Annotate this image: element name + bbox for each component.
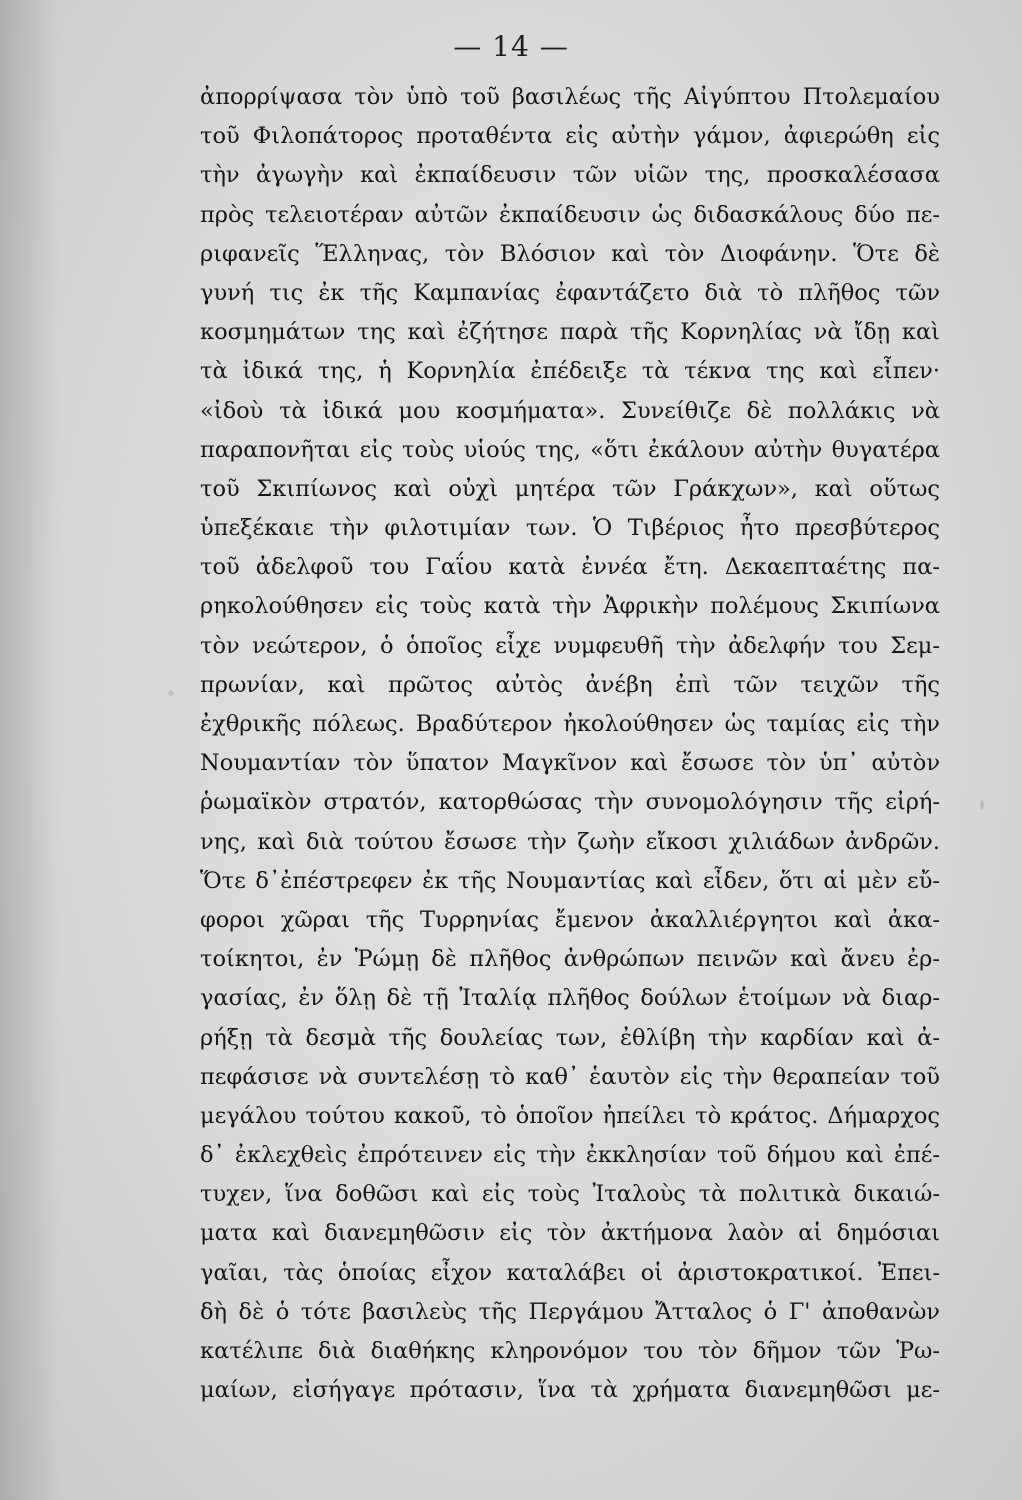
text-line: «ἰδοὺ τὰ ἰδικά μου κοσμήματα». Συνείθιζε δὲ πολλάκις νὰ [200, 397, 940, 424]
text-line: δὴ δὲ ὁ τότε βασιλεὺς τῆς Περγάμου Ἄτταλος ὁ Γ' ἀποθανὼν [200, 1298, 940, 1325]
text-line: ὑπεξέκαιε τὴν φιλοτιμίαν των. Ὁ Τιβέριος ἦτο πρεσβύτερος [200, 515, 940, 542]
text-line: ἀπορρίψασα τὸν ὑπὸ τοῦ βασιλέως τῆς Αἰγύπτου Πτολεμαίου [200, 84, 940, 110]
text-line: τυχεν, ἵνα δοθῶσι καὶ εἰς τοὺς Ἰταλοὺς τὰ πολιτικὰ δικαιώ- [200, 1181, 940, 1208]
text-line: γυνή τις ἐκ τῆς Καμπανίας ἐφαντάζετο διὰ τὸ πλῆθος τῶν [200, 279, 940, 306]
text-line: τοῦ Φιλοπάτορος προταθέντα εἰς αὐτὴν γάμον, ἀφιερώθη εἰς [200, 123, 940, 150]
text-line: ρηκολούθησεν εἰς τοὺς κατὰ τὴν Ἀφρικὴν πολέμους Σκιπίωνα [200, 593, 940, 620]
text-line: μαίων, εἰσήγαγε πρότασιν, ἵνα τὰ χρήματα διανεμηθῶσι με- [200, 1377, 940, 1404]
text-line: φοροι χῶραι τῆς Τυρρηνίας ἔμενον ἀκαλλιέργητοι καὶ ἀκα- [200, 906, 940, 933]
text-line: ἐχθρικῆς πόλεως. Βραδύτερον ἠκολούθησεν ὡς ταμίας εἰς τὴν [200, 711, 940, 737]
text-line: ῥωμαϊκὸν στρατόν, κατορθώσας τὴν συνομολόγησιν τῆς εἰρή- [200, 789, 940, 816]
paper-speck [168, 690, 174, 696]
text-line: παραπονῆται εἰς τοὺς υἱούς της, «ὅτι ἐκάλουν αὐτὴν θυγατέρα [200, 436, 940, 463]
text-line: δ᾽ ἐκλεχθεὶς ἐπρότεινεν εἰς τὴν ἐκκλησίαν τοῦ δήμου καὶ ἐπέ- [200, 1142, 940, 1169]
text-line: ρήξῃ τὰ δεσμὰ τῆς δουλείας των, ἐθλίβη τὴν καρδίαν καὶ ἀ- [200, 1024, 940, 1051]
text-line: νης, καὶ διὰ τούτου ἔσωσε τὴν ζωὴν εἴκοσι χιλιάδων ἀνδρῶν. [200, 828, 940, 855]
text-line: πεφάσισε νὰ συντελέσῃ τὸ καθ᾽ ἑαυτὸν εἰς τὴν θεραπείαν τοῦ [200, 1063, 940, 1090]
text-line: τοῦ Σκιπίωνος καὶ οὐχὶ μητέρα τῶν Γράκχων», καὶ οὕτως [200, 475, 940, 502]
text-line: κατέλιπε διὰ διαθήκης κληρονόμον του τὸν δῆμον τῶν Ῥω- [200, 1338, 940, 1364]
text-line: ριφανεῖς Ἕλληνας, τὸν Βλόσιον καὶ τὸν Διοφάνην. Ὅτε δὲ [200, 240, 940, 267]
text-line: τὸν νεώτερον, ὁ ὁποῖος εἶχε νυμφευθῆ τὴν ἀδελφήν του Σεμ- [200, 632, 940, 659]
text-line: τὰ ἰδικά της, ἡ Κορνηλία ἐπέδειξε τὰ τέκνα της καὶ εἶπεν· [200, 358, 940, 385]
text-line: γασίας, ἐν ὅλῃ δὲ τῇ Ἰταλίᾳ πλῆθος δούλων ἑτοίμων νὰ διαρ- [200, 985, 940, 1012]
paper-speck [980, 800, 984, 810]
body-text [200, 78, 940, 1410]
text-line: Ὅτε δ᾽ἐπέστρεφεν ἐκ τῆς Νουμαντίας καὶ εἶδεν, ὅτι αἱ μὲν εὔ- [200, 867, 940, 894]
text-line: κοσμημάτων της καὶ ἐζήτησε παρὰ τῆς Κορνηλίας νὰ ἴδῃ καὶ [200, 319, 940, 346]
text-line: πρὸς τελειοτέραν αὐτῶν ἐκπαίδευσιν ὡς διδασκάλους δύο πε- [200, 201, 940, 228]
text-line: γαῖαι, τὰς ὁποίας εἶχον καταλάβει οἱ ἀριστοκρατικοί. Ἐπει- [200, 1259, 940, 1286]
page-number: — 14 — [453, 30, 569, 63]
text-line: μεγάλου τούτου κακοῦ, τὸ ὁποῖον ἠπείλει τὸ κράτος. Δήμαρχος [200, 1102, 940, 1129]
page-edge-shadow [0, 0, 60, 1500]
text-line: Νουμαντίαν τὸν ὕπατον Μαγκῖνον καὶ ἔσωσε τὸν ὑπ᾽ αὐτὸν [200, 750, 940, 777]
text-line: τοῦ ἀδελφοῦ του Γαΐου κατὰ ἐννέα ἔτη. Δεκαεπταέτης πα- [200, 554, 940, 581]
text-line: πρωνίαν, καὶ πρῶτος αὐτὸς ἀνέβη ἐπὶ τῶν τειχῶν τῆς [200, 671, 940, 698]
text-line: ματα καὶ διανεμηθῶσιν εἰς τὸν ἀκτήμονα λαὸν αἱ δημόσιαι [200, 1220, 940, 1247]
text-line: τὴν ἀγωγὴν καὶ ἐκπαίδευσιν τῶν υἱῶν της, προσκαλέσασα [200, 162, 940, 189]
text-line: τοίκητοι, ἐν Ῥώμῃ δὲ πλῆθος ἀνθρώπων πεινῶν καὶ ἄνευ ἐρ- [200, 946, 940, 973]
